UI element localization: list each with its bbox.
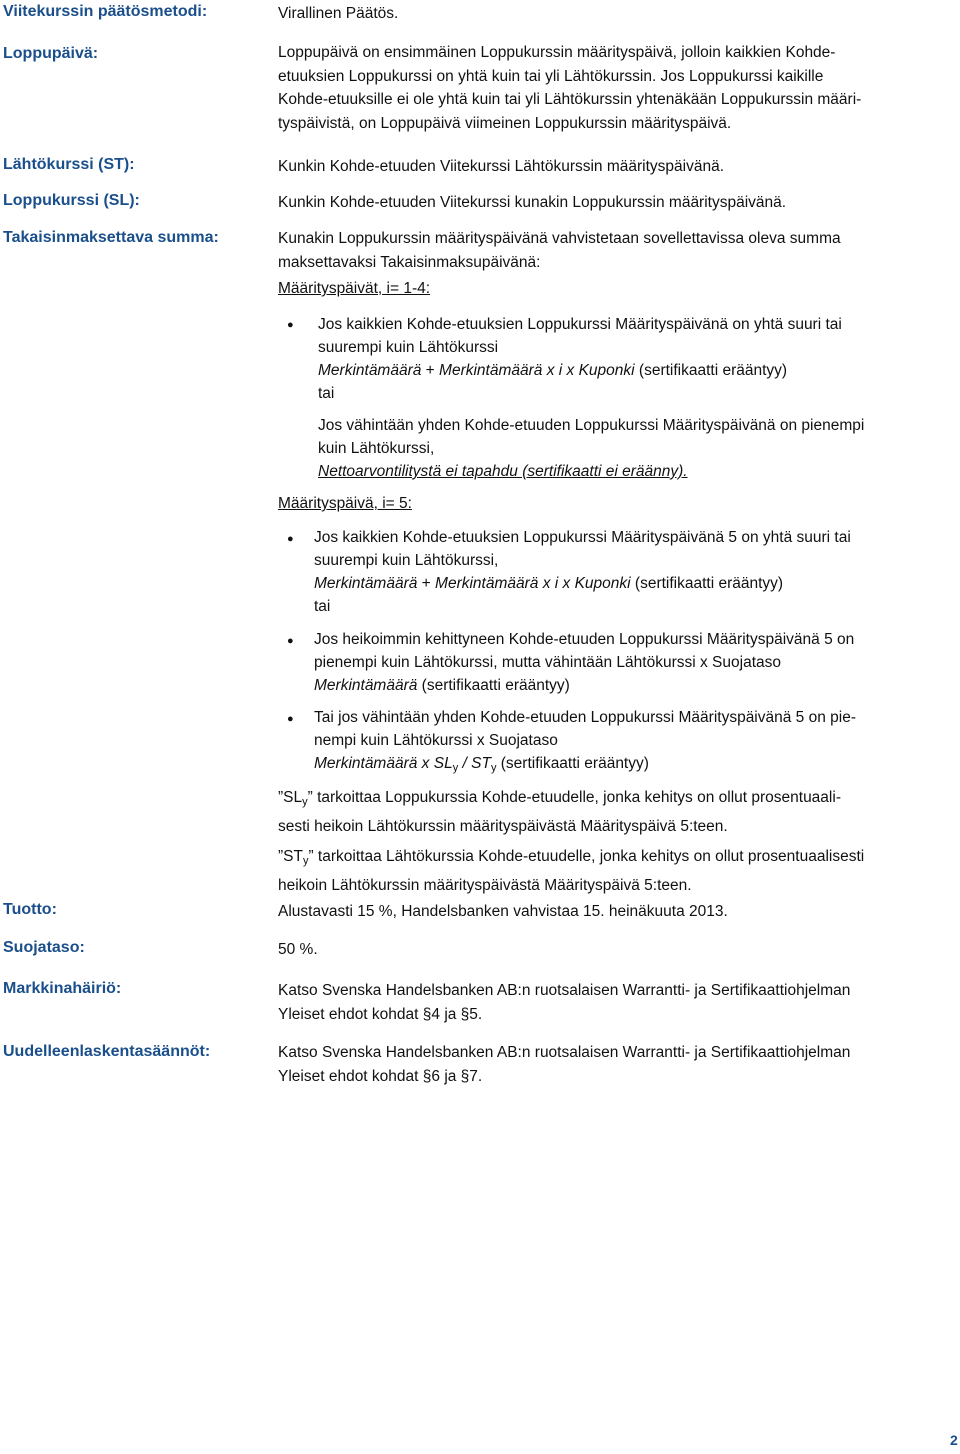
text-line: Jos kaikkien Kohde-etuuksien Loppukurssi Määrityspäivänä 5 on yhtä suuri tai xyxy=(314,529,851,546)
formula-subscript: y xyxy=(452,762,459,774)
text-line: Yleiset ehdot kohdat §6 ja §7. xyxy=(278,1067,483,1085)
label-recalculation: Uudelleenlaskentasäännöt: xyxy=(3,1043,211,1060)
label-end-date: Loppupäivä: xyxy=(3,45,99,62)
note-part: ”SL xyxy=(278,789,303,806)
value-recalculation xyxy=(278,1041,950,1088)
formula-part: + xyxy=(421,362,440,379)
label-redemption: Takaisinmaksettava summa: xyxy=(3,229,219,246)
formula-part: (sertifikaatti erääntyy) xyxy=(496,755,649,772)
section2-bullet2 xyxy=(314,628,954,697)
section2-heading: Määrityspäivä, i= 5: xyxy=(278,495,412,512)
formula-part: (sertifikaatti erääntyy) xyxy=(630,575,784,592)
formula-part: Merkintämäärä xyxy=(314,677,418,694)
note-subscript: y xyxy=(302,855,309,867)
note-st xyxy=(278,845,938,897)
text-line: Nettoarvontilitystä ei tapahdu (sertifikaatti ei eräänny). xyxy=(318,463,688,480)
note-part: ”ST xyxy=(278,848,303,865)
formula xyxy=(318,359,958,382)
value-method: Virallinen Päätös. xyxy=(278,5,399,22)
note-part: ” tarkoittaa Loppukurssia Kohde-etuudelle, jonka kehitys on ollut prosentuaali- xyxy=(307,789,841,806)
text-line: Katso Svenska Handelsbanken AB:n ruotsalaisen Warrantti- ja Sertifikaattiohjelman xyxy=(278,1044,851,1061)
formula-part: Merkintämäärä x i x Kuponki xyxy=(435,575,631,592)
text-line: maksettavaksi Takaisinmaksupäivänä: xyxy=(278,253,541,271)
formula xyxy=(314,572,954,595)
text-line xyxy=(278,845,938,874)
text-line: Jos heikoimmin kehittyneen Kohde-etuuden Loppukurssi Määrityspäivänä 5 on xyxy=(314,631,855,648)
text-line: tai xyxy=(318,385,335,402)
formula-part: + xyxy=(417,575,436,592)
bullet-icon: ● xyxy=(287,533,294,545)
value-market-disruption xyxy=(278,979,950,1026)
value-yield: Alustavasti 15 %, Handelsbanken vahvistaa 15. heinäkuuta 2013. xyxy=(278,903,728,920)
formula-subscript: y xyxy=(490,762,497,774)
label-start-price: Lähtökurssi (ST): xyxy=(3,156,135,173)
text-line: Tai jos vähintään yhden Kohde-etuuden Loppukurssi Määrityspäivänä 5 on pie- xyxy=(314,709,856,726)
text-line: Katso Svenska Handelsbanken AB:n ruotsalaisen Warrantti- ja Sertifikaattiohjelman xyxy=(278,982,851,999)
value-end-date xyxy=(278,41,950,135)
section2-bullet1 xyxy=(314,526,954,618)
text-line: nempi kuin Lähtökurssi x Suojataso xyxy=(314,732,558,749)
label-yield: Tuotto: xyxy=(3,901,57,918)
page-number: 2 xyxy=(950,1432,958,1448)
formula-part: / ST xyxy=(458,755,491,772)
text-line: Jos kaikkien Kohde-etuuksien Loppukurssi Määrityspäivänä on yhtä suuri tai xyxy=(318,316,842,333)
text-line: Jos vähintään yhden Kohde-etuuden Loppukurssi Määrityspäivänä on pienempi xyxy=(318,417,865,434)
text-line: tai xyxy=(314,598,331,615)
section2-bullet3 xyxy=(314,706,954,780)
formula-part: Merkintämäärä x SL xyxy=(314,755,453,772)
text-line: suurempi kuin Lähtökurssi, xyxy=(314,552,499,569)
label-end-price: Loppukurssi (SL): xyxy=(3,192,140,209)
label-method: Viitekurssin päätösmetodi: xyxy=(3,3,208,20)
formula xyxy=(314,674,954,697)
formula-part: Merkintämäärä x i x Kuponki xyxy=(439,362,635,379)
text-line: tyspäivistä, on Loppupäivä viimeinen Loppukurssin määrityspäivä. xyxy=(278,114,732,132)
text-line: Loppupäivä on ensimmäinen Loppukurssin määrityspäivä, jolloin kaikkien Kohde- xyxy=(278,44,836,61)
text-line: Yleiset ehdot kohdat §4 ja §5. xyxy=(278,1005,483,1023)
formula-part: Merkintämäärä xyxy=(314,575,418,592)
value-redemption xyxy=(278,227,950,274)
section1-bullet1 xyxy=(318,313,958,405)
note-sl xyxy=(278,786,938,838)
note-subscript: y xyxy=(302,796,308,808)
bullet-icon: ● xyxy=(287,713,294,725)
section1-heading: Määrityspäivät, i= 1-4: xyxy=(278,280,431,297)
label-market-disruption: Markkinahäiriö: xyxy=(3,980,122,997)
text-line: Kunakin Loppukurssin määrityspäivänä vahvistetaan sovellettavissa oleva summa xyxy=(278,230,841,247)
bullet-icon: ● xyxy=(287,319,294,331)
formula-part: Merkintämäärä xyxy=(318,362,422,379)
text-line: sesti heikoin Lähtökurssin määrityspäivästä Määrityspäivä 5:teen. xyxy=(278,817,728,835)
text-line: pienempi kuin Lähtökurssi, mutta vähintään Lähtökurssi x Suojataso xyxy=(314,654,781,671)
text-line xyxy=(278,786,938,815)
bullet-icon: ● xyxy=(287,635,294,647)
formula-part: (sertifikaatti erääntyy) xyxy=(634,362,788,379)
value-protection: 50 %. xyxy=(278,941,318,958)
section1-para2 xyxy=(318,414,958,483)
text-line: heikoin Lähtökurssin määrityspäivästä Määrityspäivä 5:teen. xyxy=(278,876,692,894)
value-end-price: Kunkin Kohde-etuuden Viitekurssi kunakin Loppukurssin määrityspäivänä. xyxy=(278,194,787,211)
note-part: ” tarkoittaa Lähtökurssia Kohde-etuudelle, jonka kehitys on ollut prosentuaalisesti xyxy=(308,848,865,865)
text-line: suurempi kuin Lähtökurssi xyxy=(318,339,499,356)
value-start-price: Kunkin Kohde-etuuden Viitekurssi Lähtökurssin määrityspäivänä. xyxy=(278,158,725,175)
text-line: kuin Lähtökurssi, xyxy=(318,440,435,457)
text-line: Kohde-etuuksille ei ole yhtä kuin tai yli Lähtökurssin yhtenäkään Loppukurssin määri- xyxy=(278,91,862,108)
formula xyxy=(314,752,954,780)
label-protection: Suojataso: xyxy=(3,939,85,956)
text-line: etuuksien Loppukurssi on yhtä kuin tai yli Lähtökurssin. Jos Loppukurssi kaikille xyxy=(278,67,824,85)
formula-part: (sertifikaatti erääntyy) xyxy=(417,677,570,694)
